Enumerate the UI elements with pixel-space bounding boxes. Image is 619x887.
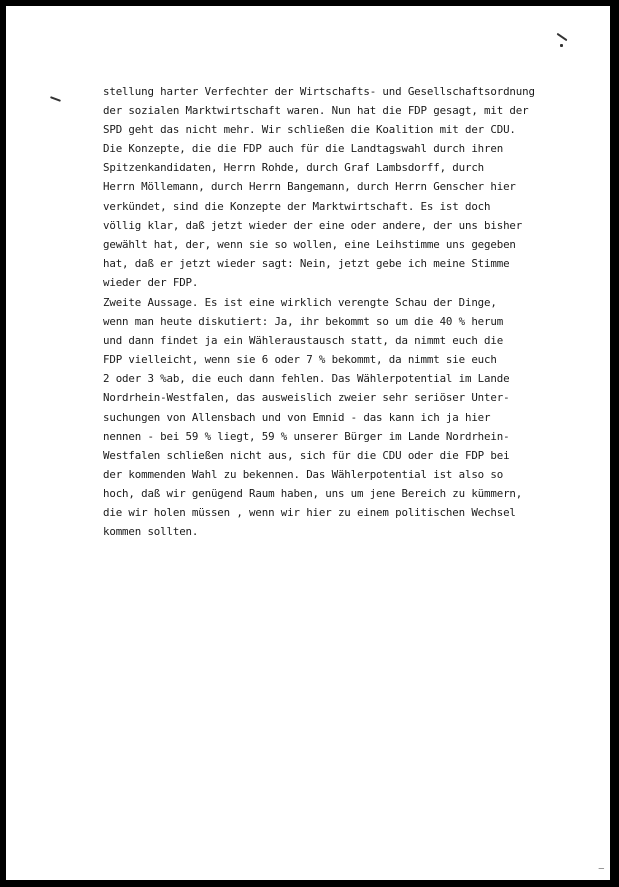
text-line: wieder der FDP.: [103, 275, 199, 289]
text-line: stellung harter Verfechter der Wirtschafts- und Gesellschaftsordnung: [103, 85, 535, 98]
scan-mark-left: [50, 96, 61, 102]
scan-mark-top-right-2: [560, 44, 563, 47]
paragraph-2: [103, 293, 522, 541]
text-line: Herrn Möllemann, durch Herrn Bangemann, durch Herrn Genscher hier: [103, 180, 516, 194]
text-line: hat, daß er jetzt wieder sagt: Nein, jetzt gebe ich meine Stimme: [103, 256, 510, 270]
paragraph-1: [103, 82, 535, 292]
text-line: der sozialen Marktwirtschaft waren. Nun hat die FDP gesagt, mit der: [103, 104, 529, 118]
text-line: suchungen von Allensbach und von Emnid - das kann ich ja hier: [103, 410, 491, 424]
text-line: hoch, daß wir genügend Raum haben, uns um jene Bereich zu kümmern,: [103, 486, 523, 500]
text-line: FDP vielleicht, wenn sie 6 oder 7 % bekommt, da nimmt sie euch: [103, 353, 497, 367]
text-line: gewählt hat, der, wenn sie so wollen, eine Leihstimme uns gegeben: [103, 237, 516, 251]
text-line: kommen sollten.: [103, 525, 199, 539]
text-line: verkündet, sind die Konzepte der Marktwirtschaft. Es ist doch: [103, 199, 491, 213]
text-line: wenn man heute diskutiert: Ja, ihr bekommt so um die 40 % herum: [103, 315, 504, 329]
scan-mark-top-right: [557, 33, 568, 42]
text-line: Spitzenkandidaten, Herrn Rohde, durch Graf Lambsdorff, durch: [103, 161, 485, 175]
page-number: —: [598, 864, 604, 874]
text-line: Zweite Aussage. Es ist eine wirklich verengte Schau der Dinge,: [103, 296, 497, 309]
document-page: [6, 6, 610, 880]
text-line: SPD geht das nicht mehr. Wir schließen die Koalition mit der CDU.: [103, 123, 516, 137]
text-line: Die Konzepte, die die FDP auch für die Landtagswahl durch ihren: [103, 142, 504, 156]
text-line: Westfalen schließen nicht aus, sich für die CDU oder die FDP bei: [103, 448, 510, 462]
text-line: die wir holen müssen , wenn wir hier zu einem politischen Wechsel: [103, 506, 516, 520]
text-line: und dann findet ja ein Wähleraustausch statt, da nimmt euch die: [103, 334, 504, 348]
text-line: nennen - bei 59 % liegt, 59 % unserer Bürger im Lande Nordrhein-: [103, 429, 510, 443]
text-line: völlig klar, daß jetzt wieder der eine oder andere, der uns bisher: [103, 218, 523, 232]
text-line: der kommenden Wahl zu bekennen. Das Wählerpotential ist also so: [103, 467, 504, 481]
text-line: Nordrhein-Westfalen, das ausweislich zweier sehr seriöser Unter-: [103, 391, 510, 405]
text-line: 2 oder 3 %ab, die euch dann fehlen. Das Wählerpotential im Lande: [103, 372, 510, 386]
